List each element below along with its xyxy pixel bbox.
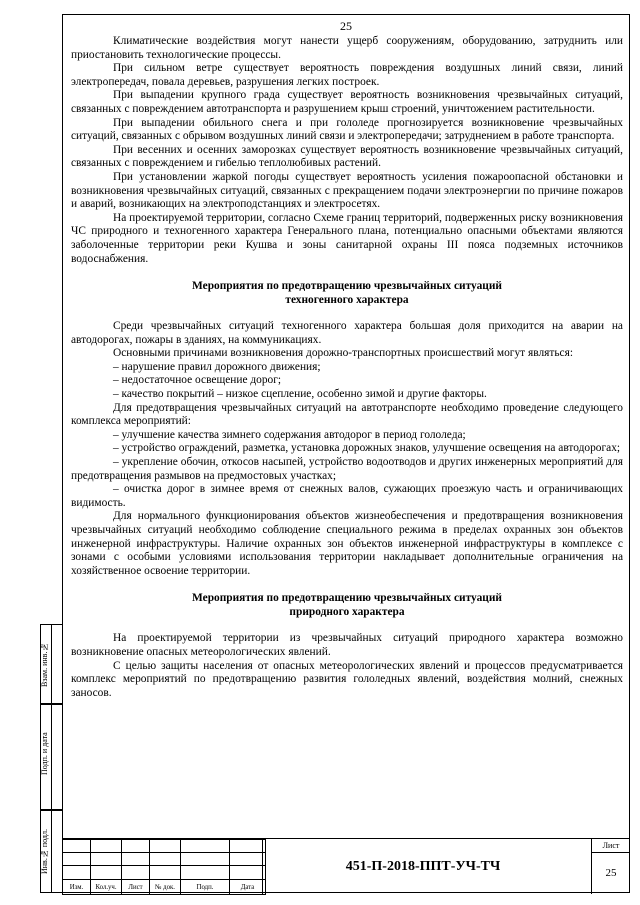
list-item: – устройство ограждений, разметка, установка дорожных знаков, улучшение освещения на автодорогах; (113, 442, 621, 455)
side-cell-orig-inv (40, 810, 62, 893)
paragraph: На проектируемой территории, согласно Схеме границ территорий, подверженных риску возникновения ЧС природного и техногенного характера Генерального плана, потенциально опасными объектами являются заболоченные территории реки Кушва и зоны санитарной охраны III пояса подземных источников водоснабжения. (71, 211, 623, 265)
list-item: – очистка дорог в зимнее время от снежных валов, сужающих проезжую часть и ограничивающих видимость. (71, 483, 623, 509)
side-cell-sign-date (40, 704, 62, 810)
section-heading-2-line2: природного характера (289, 606, 405, 619)
sheet-cell (591, 839, 630, 894)
list-item: – качество покрытий – низкое сцепление, особенно зимой и другие факторы. (113, 388, 487, 401)
paragraph: Для нормального функционирования объектов жизнеобеспечения и предотвращения возникновения чрезвычайных ситуаций необходимо соблюдение специального режима в пределах охранных зон объектов инженерной инфраструктуры. Наличие охранных зон объектов инженерной инфраструктуры в комплексе с зонами с особыми условиями использования территории накладывает дополнительные ограничения на хозяйственное освоение территории. (71, 510, 623, 577)
side-label: Подп. и дата (40, 732, 49, 776)
list-item: – улучшение качества зимнего содержания автодорог в период гололеда; (113, 428, 466, 441)
column-header: Подп. (181, 880, 230, 895)
section-heading-2-line1: Мероприятия по предотвращению чрезвычайных ситуаций (192, 592, 502, 605)
list-item: – недостаточное освещение дорог; (113, 374, 282, 387)
section-heading-1-line1: Мероприятия по предотвращению чрезвычайных ситуаций (192, 280, 502, 293)
paragraph: Климатические воздействия могут нанести ущерб сооружениям, оборудованию, затруднить или приостановить технологические процессы. (71, 35, 623, 61)
paragraph: При установлении жаркой погоды существует вероятность усиления пожароопасной обстановки и возникновения чрезвычайных ситуаций, связанных с прекращением подачи электроэнергии по причине пожаров и аварий, возникающих на электроподстанциях и электросетях. (71, 170, 623, 211)
side-cell-replace-inv (40, 624, 62, 704)
paragraph: При весенних и осенних заморозках существует вероятность возникновение чрезвычайных ситуаций, связанных с повреждением и гибелью теплолюбивых растений. (71, 143, 623, 170)
column-header: Изм. (63, 880, 91, 895)
side-label: Инв.№ подл. (40, 829, 49, 875)
title-block (62, 838, 630, 894)
section-heading-1-line2: техногенного характера (285, 294, 409, 307)
paragraph: Среди чрезвычайных ситуаций техногенного характера большая доля приходится на аварии на автодорогах, пожары в зданиях, на коммуникациях. (71, 320, 623, 346)
list-item: – укрепление обочин, откосов насыпей, устройство водоотводов и других инженерных мероприятий для предотвращения размывов на предмостовых участках; (71, 456, 623, 482)
document-code: 451-П-2018-ППТ-УЧ-ТЧ (262, 839, 583, 894)
paragraph: Основными причинами возникновения дорожно-транспортных происшествий могут являться: (113, 347, 574, 360)
column-header: № док. (150, 880, 181, 895)
list-item: – нарушение правил дорожного движения; (113, 360, 321, 373)
side-label: Взам. инв.№ (40, 642, 49, 688)
column-header: Кол.уч. (91, 880, 122, 895)
column-header: Дата (230, 880, 266, 895)
page-frame (62, 14, 630, 893)
paragraph: Для предотвращения чрезвычайных ситуаций на автотранспорте необходимо проведение следующего комплекса мероприятий: (71, 401, 623, 428)
paragraph: При выпадении крупного града существует вероятность возникновения чрезвычайных ситуаций, связанных с повреждением автотранспорта и разрушением крыш строений, уничтожением растительности. (71, 89, 623, 115)
sheet-number: 25 (605, 867, 617, 879)
column-header: Лист (122, 880, 150, 895)
paragraph: На проектируемой территории из чрезвычайных ситуаций природного характера возможно возникновение опасных метеорологических явлений. (71, 632, 623, 658)
sheet-label: Лист (592, 839, 630, 853)
document-body (71, 35, 623, 700)
paragraph: С целью защиты населения от опасных метеорологических явлений и процессов предусматривается комплекс мероприятий по предотвращению развития гололедных явлений, воздействия молний, снежных заносов. (71, 659, 623, 699)
paragraph: При выпадении обильного снега и при гололеде прогнозируется возникновение чрезвычайных ситуаций, связанных с обрывом воздушных линий связи и электропередачи; затруднением в работе транспорта. (71, 116, 623, 143)
paragraph: При сильном ветре существует вероятность повреждения воздушных линий связи, линий электропередач, повала деревьев, разрушения легких построек. (71, 62, 623, 88)
page-number: 25 (340, 19, 352, 33)
revision-table (62, 839, 266, 895)
